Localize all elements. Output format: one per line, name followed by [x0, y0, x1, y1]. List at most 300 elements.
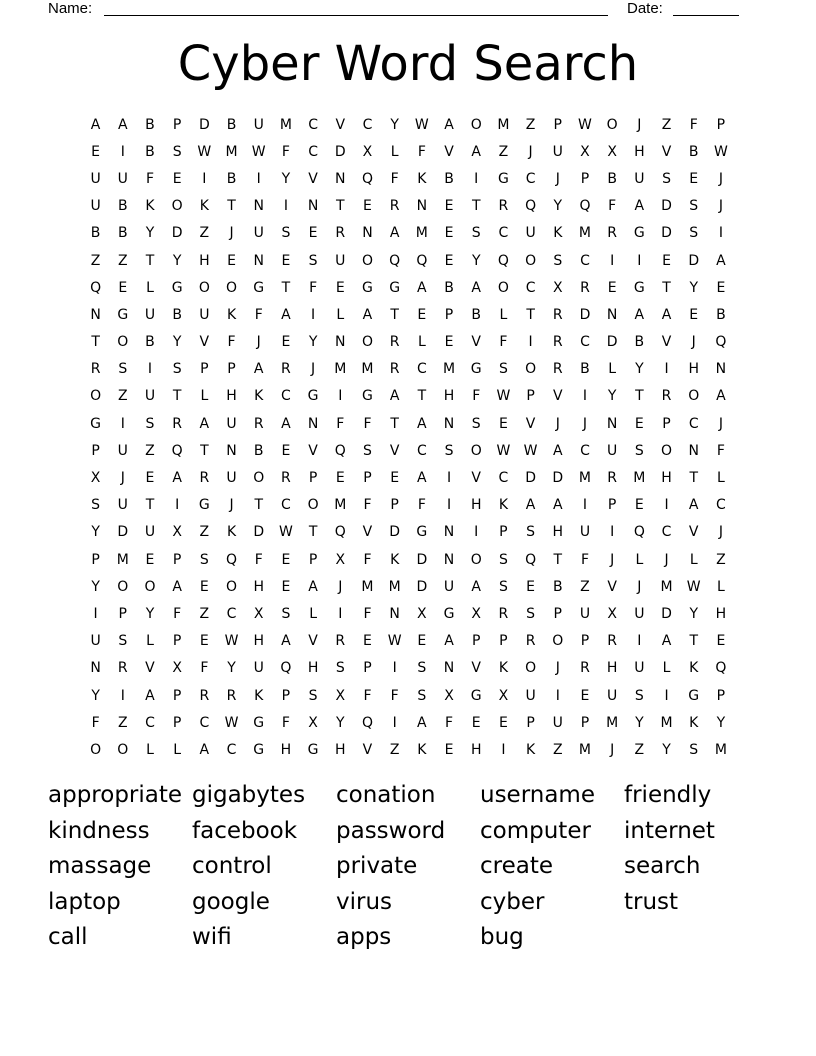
grid-letter: L [717, 470, 725, 487]
grid-letter: W [224, 714, 239, 731]
grid-letter: E [498, 415, 508, 432]
grid-letter: E [281, 442, 291, 459]
grid-letter: R [580, 279, 590, 296]
grid-letter: H [661, 470, 672, 487]
grid-letter: B [226, 116, 237, 133]
grid-letter: G [416, 524, 428, 541]
grid-letter: O [470, 442, 482, 459]
grid-letter: U [634, 605, 645, 622]
grid-letter: X [607, 143, 617, 160]
grid-letter: F [336, 415, 345, 432]
grid-letter: P [172, 116, 182, 133]
grid-letter: R [552, 306, 563, 323]
grid-letter: T [200, 442, 209, 459]
grid-letter: Z [117, 714, 128, 731]
grid-letter: R [552, 334, 563, 351]
grid-letter: D [661, 198, 672, 215]
grid-letter: F [689, 116, 698, 133]
grid-letter: E [689, 170, 699, 187]
grid-letter: P [553, 116, 562, 133]
name-blank-line [104, 15, 608, 16]
grid-letter: A [444, 116, 454, 133]
word-list-item: private [336, 853, 418, 879]
grid-letter: C [416, 442, 427, 459]
word-list-item: gigabytes [192, 782, 306, 808]
grid-letter: N [226, 442, 237, 459]
grid-letter: D [688, 252, 700, 269]
grid-letter: N [335, 170, 346, 187]
grid-letter: K [498, 660, 508, 677]
grid-letter: M [442, 361, 456, 378]
grid-letter: O [497, 279, 509, 296]
grid-letter: X [362, 143, 373, 160]
grid-letter: S [172, 361, 182, 378]
grid-letter: E [634, 497, 644, 514]
grid-letter: F [227, 334, 236, 351]
grid-letter: J [555, 415, 560, 432]
word-list-item: computer [480, 817, 591, 844]
grid-letter: A [552, 442, 563, 459]
grid-letter: S [689, 198, 699, 215]
grid-letter: C [226, 605, 237, 622]
grid-letter: P [200, 361, 209, 378]
grid-letter: U [144, 524, 156, 541]
grid-letter: A [716, 388, 726, 405]
grid-letter: A [199, 415, 210, 432]
grid-letter: G [253, 279, 265, 296]
grid-letter: I [120, 143, 125, 160]
grid-letter: Q [579, 198, 591, 215]
grid-letter: Z [389, 741, 400, 758]
grid-letter: V [308, 442, 318, 459]
grid-letter: I [93, 605, 98, 622]
word-list-item: virus [336, 888, 393, 915]
grid-letter: H [688, 361, 699, 378]
grid-letter: E [308, 225, 318, 242]
grid-letter: Q [389, 252, 401, 269]
grid-letter: O [361, 334, 373, 351]
grid-letter: I [637, 633, 642, 650]
grid-letter: P [662, 415, 671, 432]
grid-letter: Z [199, 524, 210, 541]
grid-letter: P [526, 388, 535, 405]
grid-letter: C [281, 497, 291, 514]
grid-letter: B [716, 306, 726, 323]
grid-letter: R [607, 225, 618, 242]
grid-letter: J [555, 170, 560, 187]
grid-letter: I [338, 605, 343, 622]
grid-letter: Z [552, 741, 563, 758]
grid-letter: S [553, 252, 563, 269]
grid-letter: Y [553, 198, 563, 215]
grid-letter: K [689, 714, 699, 731]
grid-letter: Y [689, 279, 698, 296]
grid-letter: I [120, 687, 125, 704]
grid-letter: R [580, 660, 590, 677]
grid-letter: A [417, 714, 427, 731]
grid-letter: J [610, 741, 615, 758]
grid-letter: T [471, 198, 481, 215]
grid-letter: Z [661, 116, 672, 133]
grid-letter: O [226, 279, 238, 296]
grid-letter: N [443, 415, 455, 432]
grid-letter: D [253, 524, 265, 541]
grid-letter: N [715, 361, 727, 378]
grid-letter: F [390, 687, 399, 704]
grid-letter: A [417, 470, 427, 487]
grid-letter: D [416, 578, 428, 595]
grid-letter: V [607, 578, 617, 595]
grid-letter: I [582, 388, 588, 405]
grid-letter: R [172, 415, 183, 432]
grid-letter: I [718, 225, 723, 242]
grid-letter: E [118, 279, 128, 296]
grid-letter: M [660, 578, 673, 595]
grid-letter: K [199, 198, 209, 215]
grid-letter: T [254, 497, 263, 514]
grid-letter: L [390, 143, 399, 160]
grid-letter: M [225, 143, 238, 160]
grid-letter: F [363, 605, 372, 622]
grid-letter: W [686, 578, 701, 595]
grid-letter: O [117, 578, 129, 595]
grid-letter: S [689, 741, 699, 758]
grid-letter: G [362, 388, 373, 405]
grid-letter: F [363, 415, 372, 432]
grid-letter: P [172, 633, 182, 650]
grid-letter: R [281, 470, 291, 487]
grid-letter: W [224, 633, 239, 650]
grid-letter: N [443, 524, 455, 541]
grid-letter: L [635, 551, 644, 568]
grid-letter: E [444, 252, 454, 269]
grid-letter: H [634, 143, 645, 160]
grid-letter: L [146, 279, 154, 296]
grid-letter: E [281, 578, 291, 595]
grid-letter: P [227, 361, 236, 378]
grid-letter: M [714, 741, 727, 758]
grid-letter: Q [633, 524, 645, 541]
grid-letter: I [147, 361, 153, 378]
grid-letter: A [471, 578, 481, 595]
grid-letter: B [444, 279, 454, 296]
grid-letter: I [474, 524, 479, 541]
grid-letter: M [361, 361, 374, 378]
grid-letter: V [308, 170, 318, 187]
grid-letter: K [417, 170, 427, 187]
grid-letter: K [254, 687, 264, 704]
grid-letter: Y [145, 605, 155, 622]
grid-letter: Y [172, 252, 182, 269]
grid-letter: V [335, 116, 346, 133]
grid-letter: U [117, 497, 128, 514]
grid-letter: Q [715, 660, 727, 677]
grid-letter: D [171, 225, 183, 242]
grid-letter: O [525, 660, 537, 677]
grid-letter: O [661, 442, 673, 459]
grid-letter: F [417, 497, 426, 514]
grid-letter: Y [662, 741, 671, 758]
grid-letter: U [607, 442, 618, 459]
grid-letter: M [415, 225, 428, 242]
grid-letter: I [446, 497, 452, 514]
grid-letter: F [417, 143, 426, 160]
grid-letter: V [362, 524, 373, 541]
grid-letter: L [717, 578, 725, 595]
grid-letter: M [116, 551, 129, 568]
grid-letter: H [253, 578, 264, 595]
grid-letter: V [661, 334, 672, 351]
grid-letter: P [716, 116, 726, 133]
grid-letter: J [311, 361, 316, 378]
word-list-item: cyber [480, 888, 545, 915]
grid-letter: Z [580, 578, 590, 595]
grid-letter: E [363, 633, 372, 650]
grid-letter: G [253, 741, 265, 758]
grid-letter: I [582, 497, 588, 514]
grid-letter: E [662, 252, 671, 269]
grid-letter: E [444, 198, 454, 215]
grid-letter: S [471, 415, 481, 432]
grid-letter: P [308, 551, 318, 568]
grid-letter: B [552, 578, 563, 595]
word-list-item: bug [480, 924, 524, 950]
grid-letter: A [661, 306, 672, 323]
grid-letter: M [578, 225, 592, 242]
grid-letter: J [691, 334, 696, 351]
grid-letter: E [335, 470, 345, 487]
grid-letter: K [526, 741, 536, 758]
grid-letter: Y [281, 170, 291, 187]
grid-letter: F [472, 388, 481, 405]
word-list-item: facebook [192, 817, 298, 844]
grid-letter: M [334, 497, 347, 514]
grid-letter: Y [91, 578, 100, 595]
grid-letter: E [199, 633, 209, 650]
grid-letter: L [173, 741, 182, 758]
grid-letter: E [444, 741, 454, 758]
grid-letter: Y [716, 714, 726, 731]
grid-letter: A [389, 225, 400, 242]
grid-letter: P [281, 687, 291, 704]
grid-letter: U [443, 578, 455, 595]
grid-letter: I [338, 388, 343, 405]
grid-letter: N [416, 198, 428, 215]
grid-letter: P [716, 687, 726, 704]
grid-letter: R [552, 361, 563, 378]
grid-letter: M [606, 714, 619, 731]
grid-letter: E [716, 633, 726, 650]
grid-letter: S [145, 415, 155, 432]
grid-letter: E [498, 714, 508, 731]
grid-letter: T [390, 415, 399, 432]
date-blank-line [673, 15, 739, 16]
grid-letter: U [117, 442, 128, 459]
grid-letter: L [689, 551, 698, 568]
grid-letter: I [120, 415, 125, 432]
grid-letter: L [309, 605, 317, 622]
grid-letter: Q [171, 442, 183, 459]
grid-letter: W [578, 116, 592, 133]
grid-letter: C [716, 497, 726, 514]
grid-letter: G [117, 306, 129, 323]
grid-letter: H [280, 741, 292, 758]
grid-letter: A [172, 470, 182, 487]
word-list-item: trust [624, 888, 679, 915]
grid-letter: F [390, 170, 399, 187]
grid-letter: E [335, 279, 345, 296]
grid-letter: E [607, 279, 617, 296]
grid-letter: R [607, 470, 618, 487]
grid-letter: V [471, 334, 481, 351]
grid-letter: H [335, 741, 346, 758]
grid-letter: Y [227, 660, 236, 677]
grid-letter: A [688, 497, 699, 514]
grid-letter: T [417, 388, 427, 405]
grid-letter: O [144, 578, 156, 595]
word-list-item: conation [336, 782, 436, 808]
grid-letter: S [281, 225, 291, 242]
grid-letter: U [634, 660, 645, 677]
name-label: Name: [48, 0, 93, 17]
grid-letter: Z [199, 225, 210, 242]
grid-letter: W [387, 633, 402, 650]
grid-letter: J [718, 524, 723, 541]
grid-letter: O [171, 198, 183, 215]
grid-letter: C [525, 279, 536, 296]
grid-letter: A [417, 279, 427, 296]
grid-letter: Z [498, 143, 509, 160]
grid-letter: A [525, 497, 536, 514]
grid-letter: U [226, 470, 237, 487]
grid-letter: N [253, 252, 264, 269]
grid-letter: S [363, 442, 372, 459]
grid-letter: M [578, 470, 592, 487]
grid-letter: K [689, 660, 699, 677]
grid-letter: E [281, 551, 291, 568]
word-list-item: control [192, 853, 272, 879]
grid-letter: E [363, 198, 372, 215]
grid-letter: S [498, 551, 508, 568]
page-title: Cyber Word Search [177, 36, 639, 92]
grid-letter: Z [525, 116, 536, 133]
grid-letter: D [579, 306, 591, 323]
grid-letter: C [580, 252, 590, 269]
grid-letter: C [580, 334, 590, 351]
grid-letter: D [117, 524, 129, 541]
grid-letter: I [664, 361, 669, 378]
grid-letter: E [580, 687, 590, 704]
grid-letter: R [525, 633, 536, 650]
grid-letter: V [362, 741, 373, 758]
grid-letter: U [552, 143, 563, 160]
grid-letter: K [226, 306, 237, 323]
grid-letter: H [470, 741, 482, 758]
grid-letter: A [90, 116, 101, 133]
grid-letter: P [91, 442, 100, 459]
grid-letter: L [146, 741, 154, 758]
grid-letter: K [390, 551, 400, 568]
grid-letter: Z [145, 442, 155, 459]
grid-letter: R [199, 687, 210, 704]
grid-letter: N [90, 306, 101, 323]
grid-letter: X [172, 660, 182, 677]
grid-letter: Y [471, 252, 481, 269]
grid-letter: N [90, 660, 101, 677]
grid-letter: J [664, 551, 669, 568]
grid-letter: N [362, 225, 373, 242]
grid-letter: E [444, 334, 454, 351]
grid-letter: T [91, 334, 100, 351]
grid-letter: U [253, 660, 264, 677]
grid-letter: T [336, 198, 345, 215]
grid-letter: C [580, 442, 590, 459]
grid-letter: Y [91, 687, 100, 704]
grid-letter: T [689, 470, 698, 487]
grid-letter: A [634, 198, 645, 215]
grid-letter: S [498, 361, 508, 378]
grid-letter: B [634, 334, 645, 351]
word-list-item: apps [336, 924, 392, 950]
grid-letter: X [335, 551, 346, 568]
grid-letter: U [607, 687, 618, 704]
grid-letter: Z [634, 741, 645, 758]
grid-letter: G [633, 225, 645, 242]
grid-letter: X [471, 605, 482, 622]
grid-letter: Q [525, 198, 537, 215]
grid-letter: P [363, 470, 372, 487]
grid-letter: B [90, 225, 101, 242]
grid-letter: O [226, 578, 238, 595]
grid-letter: D [389, 524, 401, 541]
grid-letter: U [90, 170, 101, 187]
grid-letter: C [199, 714, 210, 731]
grid-letter: A [281, 306, 291, 323]
grid-letter: M [334, 361, 347, 378]
grid-letter: O [253, 470, 265, 487]
grid-letter: R [335, 225, 346, 242]
grid-letter: U [117, 170, 128, 187]
grid-letter: J [229, 497, 234, 514]
grid-letter: J [718, 198, 723, 215]
grid-letter: F [716, 442, 725, 459]
grid-letter: R [253, 415, 264, 432]
grid-letter: L [146, 633, 154, 650]
grid-letter: R [199, 470, 210, 487]
grid-letter: N [307, 415, 319, 432]
grid-letter: N [335, 334, 346, 351]
grid-letter: W [523, 442, 538, 459]
grid-letter: K [498, 497, 508, 514]
grid-letter: S [444, 442, 454, 459]
grid-letter: S [91, 497, 101, 514]
grid-letter: U [144, 388, 156, 405]
grid-letter: W [197, 143, 212, 160]
grid-letter: J [610, 551, 615, 568]
grid-letter: G [307, 388, 319, 405]
grid-letter: G [497, 170, 509, 187]
grid-letter: V [308, 633, 318, 650]
grid-letter: Y [635, 714, 644, 731]
grid-letter: L [417, 334, 426, 351]
grid-letter: N [443, 660, 455, 677]
grid-letter: N [688, 442, 699, 459]
grid-letter: O [117, 741, 129, 758]
grid-letter: P [580, 170, 590, 187]
grid-letter: L [200, 388, 209, 405]
grid-letter: I [392, 714, 397, 731]
word-list-item: appropriate [48, 782, 183, 808]
